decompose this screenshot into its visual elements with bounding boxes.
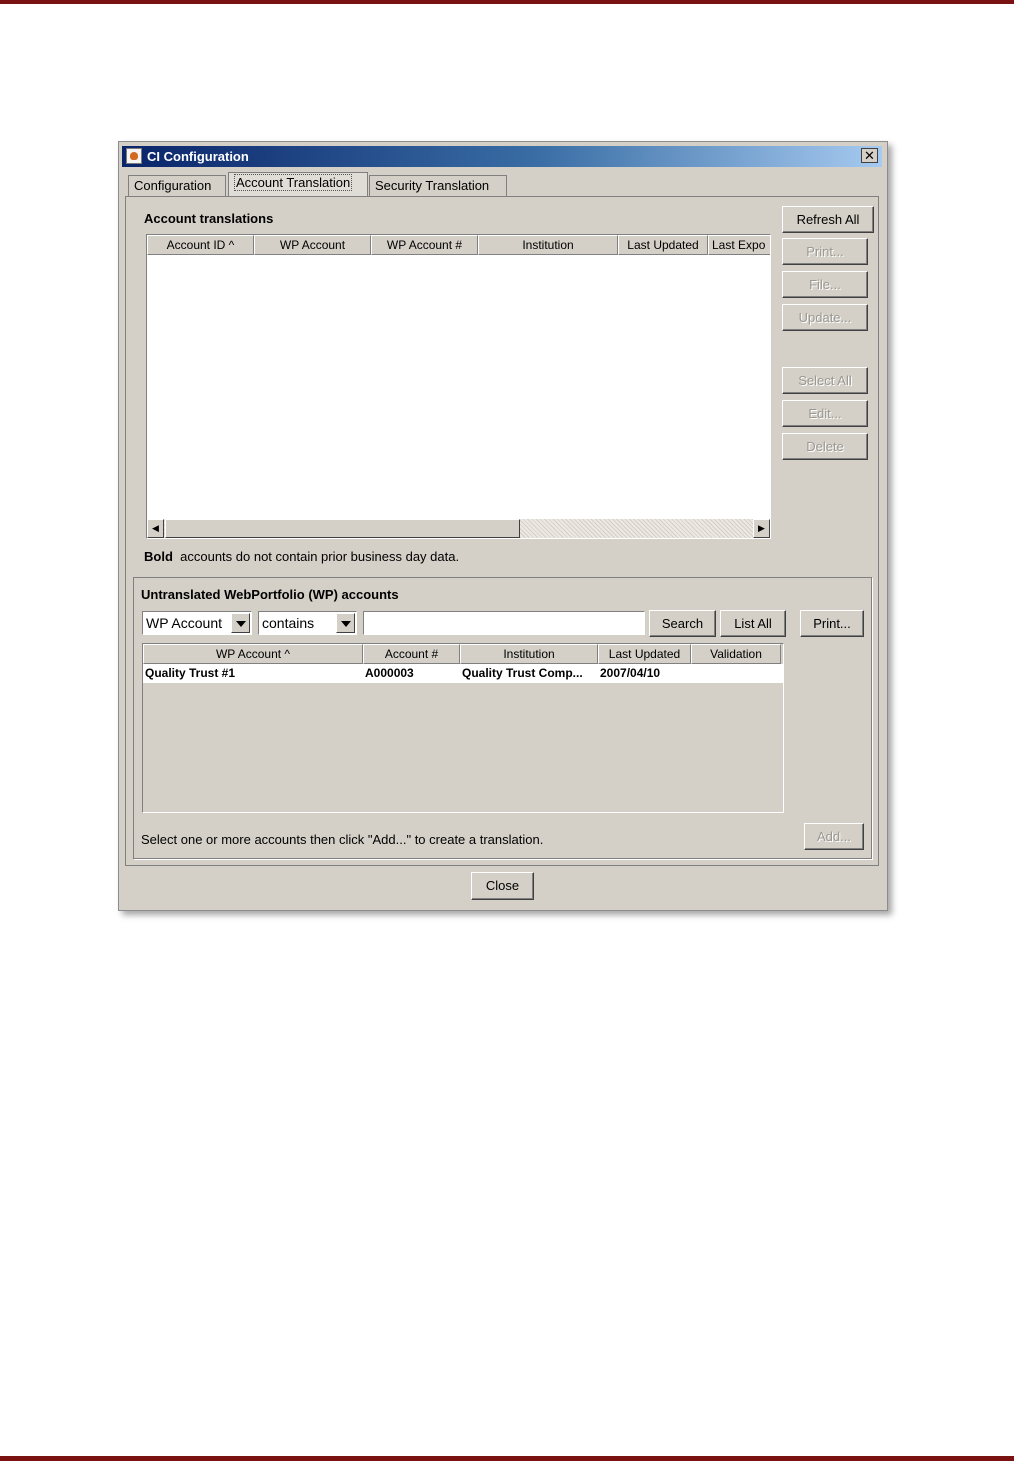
java-cup-icon	[126, 148, 142, 164]
list-all-button[interactable]: List All	[720, 610, 786, 637]
scroll-thumb[interactable]	[165, 519, 520, 538]
refresh-all-button[interactable]: Refresh All	[782, 206, 874, 233]
column-header-validation[interactable]: Validation	[691, 644, 781, 664]
column-header-wp-account-number[interactable]: WP Account #	[371, 235, 478, 255]
column-header-wp-account[interactable]: WP Account ^	[143, 644, 363, 664]
untranslated-print-button[interactable]: Print...	[800, 610, 864, 637]
horizontal-scrollbar[interactable]	[147, 519, 770, 538]
chevron-down-icon[interactable]	[231, 613, 250, 633]
edit-button[interactable]: Edit...	[782, 400, 868, 427]
column-header-account-id[interactable]: Account ID ^	[147, 235, 254, 255]
filter-field-value: WP Account	[146, 615, 223, 631]
scroll-left-arrow-icon[interactable]: ◀	[147, 519, 164, 538]
untranslated-accounts-title: Untranslated WebPortfolio (WP) accounts	[141, 587, 399, 602]
update-button[interactable]: Update...	[782, 304, 868, 331]
close-icon[interactable]: ✕	[861, 148, 878, 163]
column-header-account-number[interactable]: Account #	[363, 644, 460, 664]
column-header-last-updated[interactable]: Last Updated	[618, 235, 708, 255]
column-header-institution[interactable]: Institution	[478, 235, 618, 255]
filter-field-select[interactable]	[142, 611, 252, 635]
add-button[interactable]: Add...	[804, 823, 864, 850]
tab-label: Configuration	[134, 178, 212, 193]
select-all-button[interactable]: Select All	[782, 367, 868, 394]
ci-configuration-dialog	[118, 141, 888, 911]
bold-legend-text: accounts do not contain prior business day data.	[180, 549, 460, 564]
cell-institution: Quality Trust Comp...	[462, 666, 583, 680]
window-title: CI Configuration	[147, 149, 249, 164]
table-row[interactable]	[143, 664, 783, 683]
file-button[interactable]: File...	[782, 271, 868, 298]
cell-last-updated: 2007/04/10	[600, 666, 661, 680]
page-top-rule	[0, 0, 1014, 4]
account-translation-panel	[125, 196, 879, 866]
tab-label: Security Translation	[375, 178, 490, 193]
tab-security-translation[interactable]	[369, 175, 507, 196]
untranslated-accounts-group	[133, 577, 872, 859]
bold-legend-keyword: Bold	[144, 549, 173, 564]
column-header-wp-account[interactable]: WP Account	[254, 235, 371, 255]
close-button[interactable]: Close	[471, 872, 534, 900]
page-bottom-rule	[0, 1456, 1014, 1461]
cell-account-number: A000003	[365, 666, 414, 680]
search-button[interactable]: Search	[649, 610, 716, 637]
account-translations-table[interactable]	[146, 234, 771, 539]
tab-label: Account Translation	[236, 175, 351, 190]
search-input[interactable]	[363, 611, 645, 635]
chevron-down-icon[interactable]	[336, 613, 355, 633]
delete-button[interactable]: Delete	[782, 433, 868, 460]
cell-wp-account: Quality Trust #1	[145, 666, 236, 680]
print-button[interactable]: Print...	[782, 238, 868, 265]
tab-configuration[interactable]	[128, 175, 226, 196]
account-translations-title: Account translations	[144, 211, 274, 226]
column-header-last-export[interactable]: Last Expo	[708, 235, 771, 255]
column-header-institution[interactable]: Institution	[460, 644, 598, 664]
title-bar[interactable]	[122, 146, 882, 167]
filter-operator-select[interactable]	[258, 611, 357, 635]
bold-legend-note	[144, 549, 459, 564]
untranslated-accounts-table[interactable]	[142, 643, 784, 813]
scroll-right-arrow-icon[interactable]: ▶	[753, 519, 770, 538]
tab-account-translation[interactable]	[228, 172, 368, 196]
add-hint-text: Select one or more accounts then click "Add..." to create a translation.	[141, 832, 544, 847]
column-header-last-updated[interactable]: Last Updated	[598, 644, 691, 664]
filter-operator-value: contains	[262, 615, 315, 631]
